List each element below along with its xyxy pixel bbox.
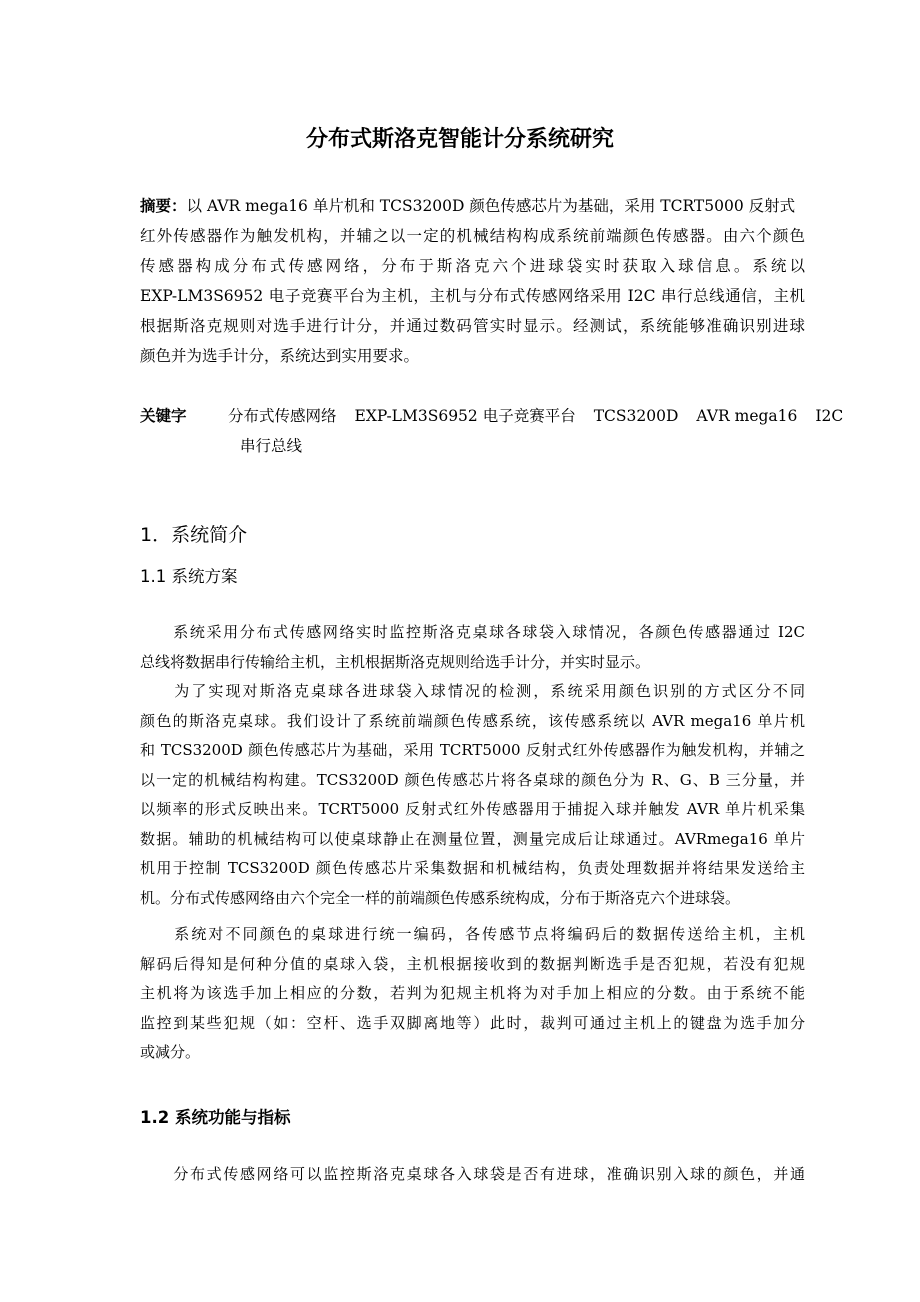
text-line: 分布式传感网络可以监控斯洛克桌球各入球袋是否有进球，准确识别入球的颜色，并通	[140, 1165, 805, 1183]
text-line: 主机将为该选手加上相应的分数，若判为犯规主机将为对手加上相应的分数。由于系统不能	[140, 984, 805, 1002]
text-line: 以一定的机械结构构建。TCS3200D 颜色传感芯片将各桌球的颜色分为 R、G、B 三分量，并	[140, 770, 805, 789]
text-line: EXP-LM3S6952 电子竞赛平台为主机，主机与分布式传感网络采用 I2C 串行总线通信，主机	[140, 287, 805, 305]
page-title: 分布式斯洛克智能计分系统研究	[305, 127, 614, 152]
text-line: 系统对不同颜色的桌球进行统一编码，各传感节点将编码后的数据传送给主机，主机	[140, 925, 805, 943]
text-line: 总线将数据串行传输给主机，主机根据斯洛克规则给选手计分，并实时显示。	[140, 652, 651, 671]
keyword: AVR mega16	[696, 407, 798, 425]
text-line: 和 TCS3200D 颜色传感芯片为基础，采用 TCRT5000 反射式红外传感器作为触发机构，并辅之	[140, 741, 805, 759]
text-line: 解码后得知是何种分值的桌球入袋，主机根据接收到的数据判断选手是否犯规，若没有犯规	[140, 954, 805, 973]
abstract-label: 摘要：	[140, 197, 187, 215]
paragraph	[140, 1160, 805, 1190]
text-line: 数据。辅助的机械结构可以使桌球静止在测量位置，测量完成后让球通过。AVRmega16 单片	[140, 829, 805, 848]
text-line: 机用于控制 TCS3200D 颜色传感芯片采集数据和机械结构，负责处理数据并将结果发送给主	[140, 859, 805, 877]
text-line: 机。分布式传感网络由六个完全一样的前端颜色传感系统构成，分布于斯洛克六个进球袋。	[140, 888, 741, 907]
keywords-label: 关键字	[140, 407, 187, 425]
abstract	[140, 191, 805, 371]
keyword: EXP-LM3S6952 电子竞赛平台	[354, 407, 576, 425]
text-line: 或减分。	[140, 1043, 201, 1061]
keyword: 分布式传感网络	[228, 407, 337, 425]
text-line: 传感器构成分布式传感网络，分布于斯洛克六个进球袋实时获取入球信息。系统以	[140, 257, 805, 275]
keywords	[140, 401, 844, 461]
text-line: 红外传感器作为触发机构，并辅之以一定的机械结构构成系统前端颜色传感器。由六个颜色	[140, 227, 805, 245]
keyword-continuation: 串行总线	[240, 437, 303, 455]
text-line: 根据斯洛克规则对选手进行计分，并通过数码管实时显示。经测试，系统能够准确识别进球	[140, 317, 805, 335]
text-line: 为了实现对斯洛克桌球各进球袋入球情况的检测，系统采用颜色识别的方式区分不同	[140, 682, 805, 700]
section-heading: 1．系统简介	[140, 524, 248, 546]
text-line: 以频率的形式反映出来。TCRT5000 反射式红外传感器用于捕捉入球并触发 AVR 单片机采集	[140, 800, 805, 818]
subsection-heading: 1.1 系统方案	[140, 567, 238, 586]
abstract-text: 以 AVR mega16 单片机和 TCS3200D 颜色传感芯片为基础，采用 TCRT5000 反射式	[186, 197, 796, 215]
paragraph	[140, 618, 805, 677]
keyword: TCS3200D	[593, 407, 679, 425]
text-line: 监控到某些犯规（如：空杆、选手双脚离地等）此时，裁判可通过主机上的键盘为选手加分	[140, 1013, 805, 1032]
text-line	[140, 191, 805, 221]
text-line: 颜色的斯洛克桌球。我们设计了系统前端颜色传感系统，该传感系统以 AVR mega16 单片机	[140, 711, 805, 730]
paragraph	[140, 677, 805, 913]
paragraph	[140, 920, 805, 1068]
text-line: 颜色并为选手计分，系统达到实用要求。	[140, 347, 420, 365]
subsection-heading: 1.2 系统功能与指标	[140, 1108, 291, 1127]
text-line: 系统采用分布式传感网络实时监控斯洛克桌球各球袋入球情况，各颜色传感器通过 I2C	[140, 623, 805, 641]
keyword: I2C	[815, 407, 844, 425]
